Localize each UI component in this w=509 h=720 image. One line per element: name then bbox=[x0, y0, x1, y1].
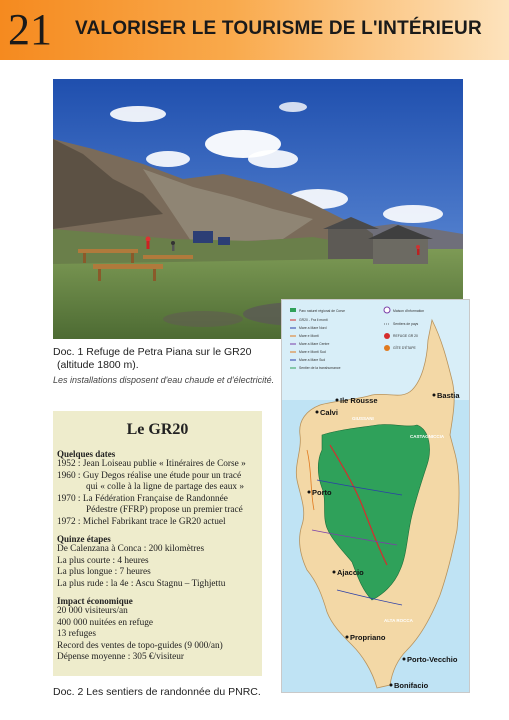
place-bonifacio: Bonifacio bbox=[394, 681, 429, 690]
place-giussani: GIUSSANI bbox=[352, 416, 374, 421]
doc1-caption bbox=[53, 346, 278, 387]
date-line: 1952 : Jean Loiseau publie « Itinéraires de Corse » bbox=[57, 459, 246, 469]
legend-item: Mare e Monti Sud bbox=[299, 350, 326, 354]
doc1-caption-line2: (altitude 1800 m). bbox=[57, 359, 139, 371]
legend-item: REFUGE GR 20 bbox=[393, 334, 418, 338]
impact-line: 20 000 visiteurs/an bbox=[57, 606, 128, 616]
box-title: Le GR20 bbox=[126, 421, 189, 438]
chapter-number: 21 bbox=[8, 5, 52, 54]
date-line: 1972 : Michel Fabrikant trace le GR20 actuel bbox=[57, 516, 226, 527]
legend-item: Mare a Mare Centre bbox=[299, 342, 330, 346]
date-line: 1960 : Guy Degos réalise une étude pour un tracé bbox=[57, 470, 242, 481]
doc1-caption-line1: Doc. 1 Refuge de Petra Piana sur le GR20 bbox=[53, 346, 252, 358]
legend-item: Parc naturel régional de Corse bbox=[299, 309, 345, 313]
doc1-caption-italic: Les installations disposent d'eau chaude et d'électricité. bbox=[53, 375, 275, 385]
date-line: Pédestre (FFRP) propose un premier tracé bbox=[86, 505, 243, 515]
date-line: 1970 : La Fédération Française de Randonnée bbox=[57, 493, 228, 504]
impact-line: 400 000 nuitées en refuge bbox=[57, 617, 154, 628]
place-porto: Porto bbox=[312, 488, 332, 497]
place-propriano: Propriano bbox=[350, 633, 386, 642]
place-ile-rousse: Ile Rousse bbox=[340, 396, 378, 405]
step-line: La plus rude : la 4e : Ascu Stagnu – Tighjettu bbox=[57, 578, 226, 589]
legend-item: Mare a Mare Sud bbox=[299, 358, 326, 362]
steps-title: Quinze étapes bbox=[57, 534, 111, 544]
date-line: qui « colle à la ligne de partage des eaux » bbox=[86, 482, 244, 492]
impact-line: 13 refuges bbox=[57, 629, 96, 639]
gr20-info-box bbox=[53, 411, 262, 676]
legend-item: Maison d'information bbox=[393, 309, 425, 313]
place-bastia: Bastia bbox=[437, 391, 460, 400]
step-line: La plus longue : 7 heures bbox=[57, 567, 151, 577]
impact-line: Dépense moyenne : 305 €/visiteur bbox=[57, 652, 185, 662]
place-porto-vecchio: Porto-Vecchio bbox=[407, 655, 458, 664]
legend-item: Sentiers de pays bbox=[393, 322, 419, 326]
place-ajaccio: Ajaccio bbox=[337, 568, 364, 577]
pnrc-trails-map bbox=[281, 299, 470, 693]
doc2-caption: Doc. 2 Les sentiers de randonnée du PNRC. bbox=[53, 686, 261, 698]
place-alta-rocca: ALTA ROCCA bbox=[384, 618, 413, 623]
legend-item: Mare e Monti bbox=[299, 334, 319, 338]
impact-title: Impact économique bbox=[57, 596, 133, 606]
step-line: De Calenzana à Conca : 200 kilomètres bbox=[57, 544, 205, 554]
legend-item: Mare a Mare Nord bbox=[299, 326, 327, 330]
chapter-header bbox=[0, 0, 509, 60]
impact-line: Record des ventes de topo-guides (9 000/an) bbox=[57, 640, 223, 651]
legend-item: GR20 - Fra li monti bbox=[299, 318, 328, 322]
legend-item: GÎTE D'ÉTAPE bbox=[393, 346, 416, 350]
place-castagniccia: CASTAGNICCIA bbox=[410, 434, 445, 439]
corsica-map bbox=[282, 300, 470, 693]
dates-title: Quelques dates bbox=[57, 449, 116, 459]
legend-item: Sentier de la transhumance bbox=[299, 366, 341, 370]
place-calvi: Calvi bbox=[320, 408, 338, 417]
chapter-title: VALORISER LE TOURISME DE L'INTÉRIEUR bbox=[75, 18, 482, 39]
step-line: La plus courte : 4 heures bbox=[57, 555, 149, 566]
